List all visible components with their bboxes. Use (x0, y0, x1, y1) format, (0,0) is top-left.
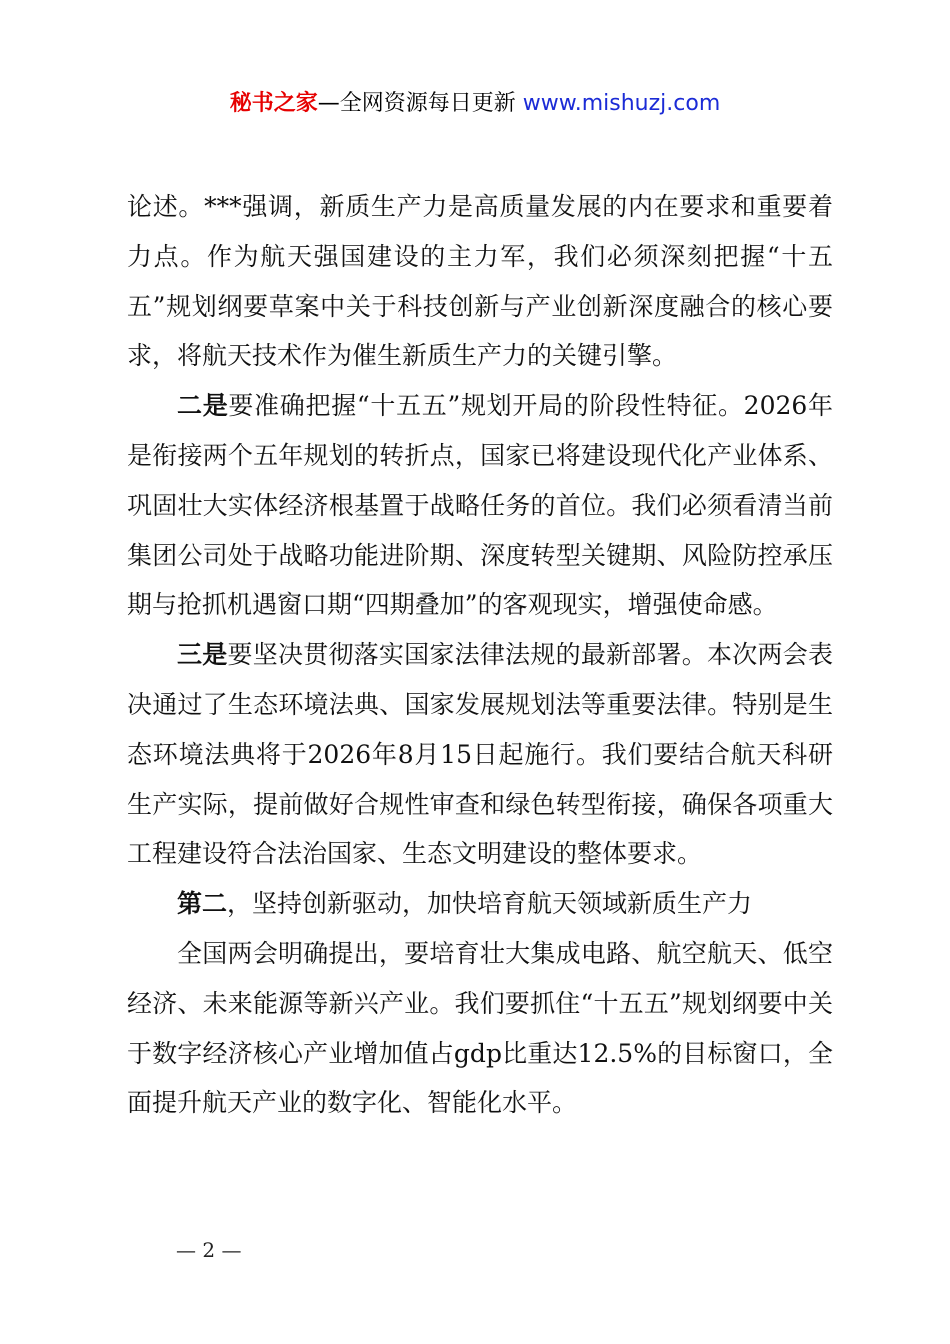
page-header (0, 88, 950, 120)
point-three-lead: 三是 (177, 640, 228, 670)
page-number: — 2 — (176, 1238, 242, 1262)
section-heading (127, 879, 833, 929)
paragraph-point-two (127, 381, 833, 630)
document-body (127, 182, 833, 1128)
point-three-text: 要坚决贯彻落实国家法律法规的最新部署。本次两会表决通过了生态环境法典、国家发展规划法等重要法律。特别是生态环境法典将于2026年8月15日起施行。我们要结合航天科研生产实际，提前做好合规性审查和绿色转型衔接，确保各项重大工程建设符合法治国家、生态文明建设的整体要求。 (127, 640, 833, 869)
point-two-text: 要准确把握“十五五”规划开局的阶段性特征。2026年是衔接两个五年规划的转折点，国家已将建设现代化产业体系、巩固壮大实体经济根基置于战略任务的首位。我们必须看清当前集团公司处于战略功能进阶期、深度转型关键期、风险防控承压期与抢抓机遇窗口期“四期叠加”的客观现实，增强使命感。 (127, 391, 833, 620)
point-two-lead: 二是 (177, 391, 229, 421)
paragraph-point-three (127, 630, 833, 879)
section-heading-lead: 第二 (177, 889, 228, 919)
section-heading-text: ，坚持创新驱动，加快培育航天领域新质生产力 (227, 889, 753, 919)
header-tagline: —全网资源每日更新 (317, 91, 523, 116)
website-link[interactable]: www.mishuzj.com (522, 91, 721, 116)
paragraph-section-two-body: 全国两会明确提出，要培育壮大集成电路、航空航天、低空经济、未来能源等新兴产业。我们要抓住“十五五”规划纲要中关于数字经济核心产业增加值占gdp比重达12.5%的目标窗口，全面提升航天产业的数字化、智能化水平。 (127, 938, 833, 1118)
brand-name: 秘书之家 (229, 91, 318, 116)
paragraph-continuation: 论述。***强调，新质生产力是高质量发展的内在要求和重要着力点。作为航天强国建设的主力军，我们必须深刻把握“十五五”规划纲要草案中关于科技创新与产业创新深度融合的核心要求，将航天技术作为催生新质生产力的关键引擎。 (127, 192, 833, 371)
